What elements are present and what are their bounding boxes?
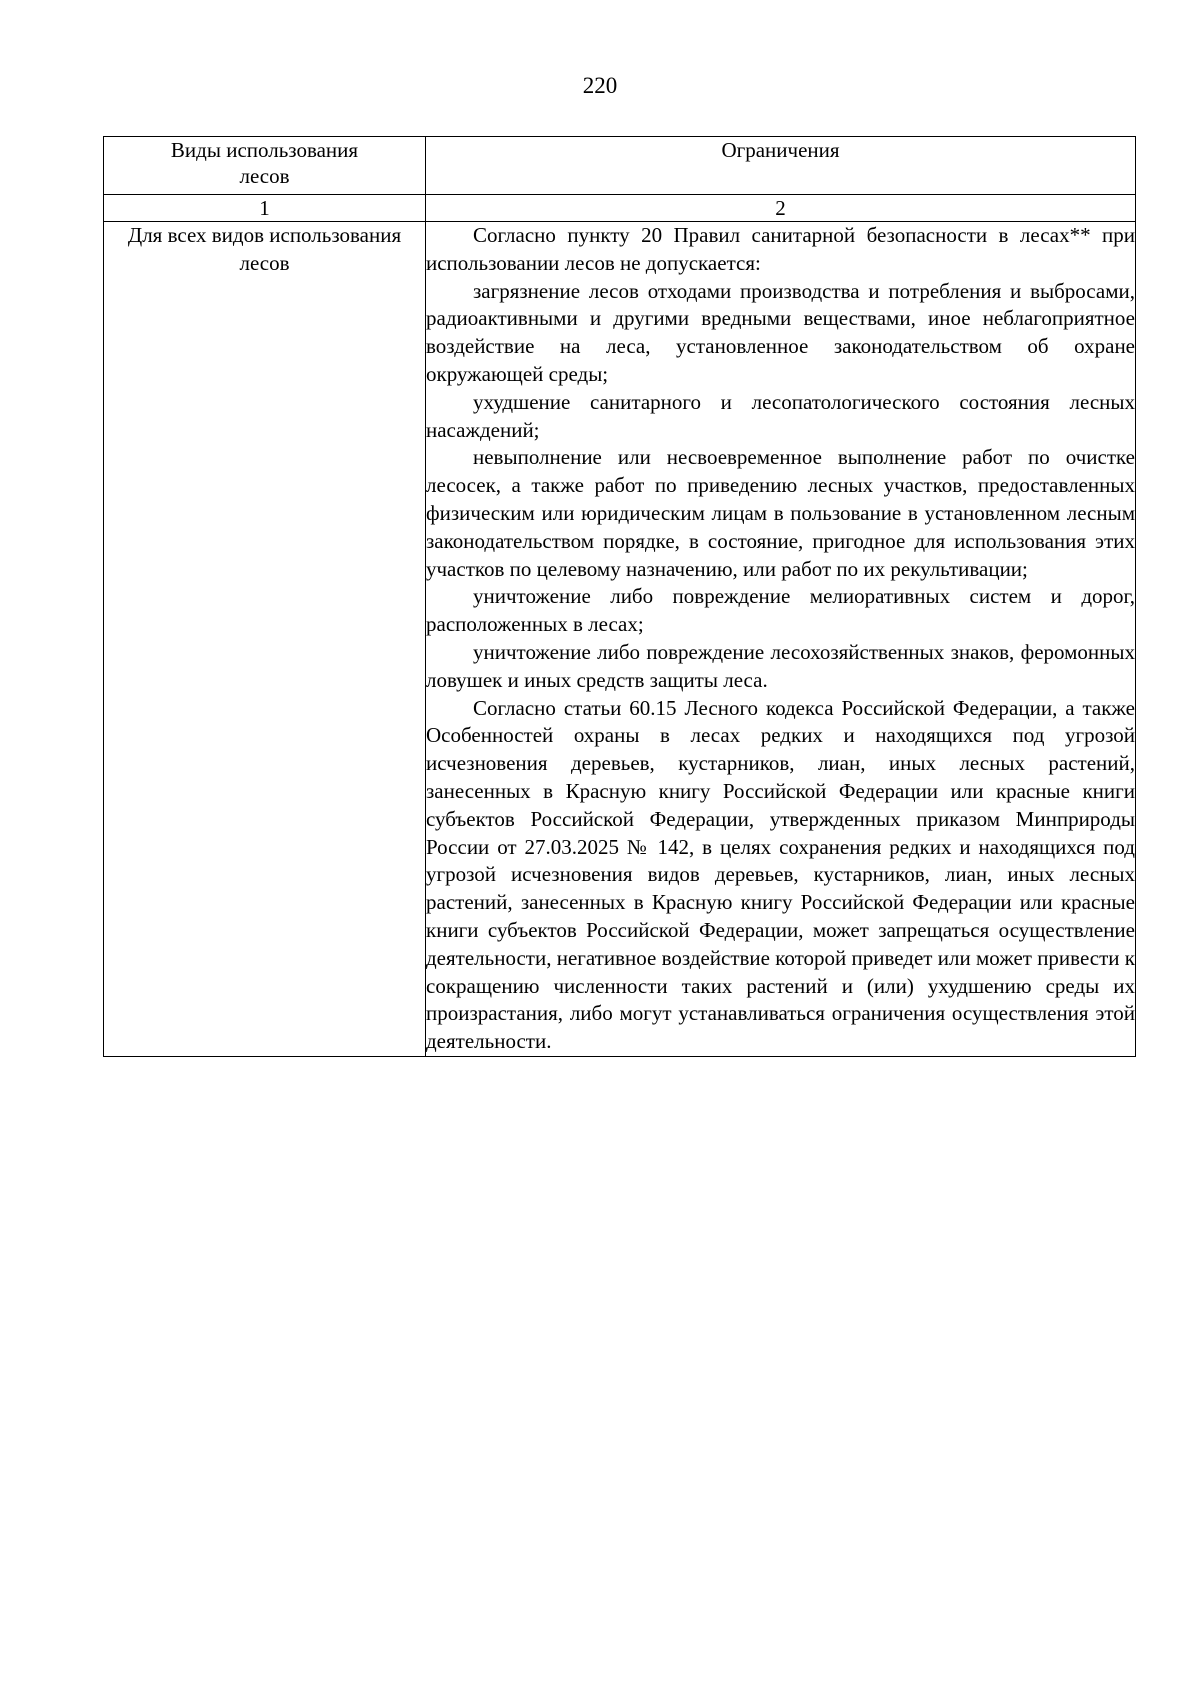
restriction-paragraph: загрязнение лесов отходами производства и потребления и выбросами, радиоактивными и другими вредными веществами, иное неблагоприятное воздействие на леса, установленное законодательством об охране окружающей среды; — [426, 278, 1135, 386]
column-number-1: 1 — [104, 195, 426, 222]
restriction-paragraph: Согласно статьи 60.15 Лесного кодекса Российской Федерации, а также Особенностей охраны в лесах редких и находящихся под угрозой исчезновения деревьев, кустарников, лиан, иных лесных растений, занесенных в Красную книгу Российской Федерации или красные книги субъектов Российской Федерации, утвержденных приказом Минприроды России от 27.03.2025 № 142, в целях сохранения редких и находящихся под угрозой исчезновения видов деревьев, кустарников, лиан, иных лесных растений, занесенных в Красную книгу Российской Федерации или красные книги субъектов Российской Федерации, может запрещаться осуществление деятельности, негативное воздействие которой приведет или может привести к сокращению численности таких растений и (или) ухудшению среды их произрастания, либо могут устанавливаться ограничения осуществления этой деятельности. — [426, 695, 1135, 1054]
header-use-types — [104, 137, 426, 195]
header-use-types-label: Виды использования лесов — [170, 138, 359, 188]
restriction-paragraph: Согласно пункту 20 Правил санитарной безопасности в лесах** при использовании лесов не допускается: — [426, 223, 1135, 275]
restrictions-cell — [426, 222, 1136, 1057]
restriction-paragraph: уничтожение либо повреждение мелиоративных систем и дорог, расположенных в лесах; — [426, 584, 1135, 637]
header-restrictions-label: Ограничения — [721, 138, 840, 162]
restrictions-table — [103, 136, 1136, 1057]
column-number-row — [104, 195, 1136, 222]
restriction-paragraph: уничтожение либо повреждение лесохозяйственных знаков, феромонных ловушек и иных средств защиты леса. — [426, 639, 1135, 692]
table-header-row — [104, 137, 1136, 195]
column-number-2: 2 — [426, 195, 1136, 222]
use-type-text: Для всех видов использования лесов — [127, 223, 402, 275]
table-row — [104, 222, 1136, 1057]
restriction-paragraph: невыполнение или несвоевременное выполнение работ по очистке лесосек, а также работ по приведению лесных участков, предоставленных физическим или юридическим лицам в пользование в установленном лесным законодательством порядке, в состояние, пригодное для использования этих участков по целевому назначению, или работ по их рекультивации; — [426, 445, 1135, 581]
header-restrictions — [426, 137, 1136, 195]
restriction-paragraph: ухудшение санитарного и лесопатологического состояния лесных насаждений; — [426, 389, 1135, 442]
page-number: 220 — [582, 73, 618, 98]
use-type-cell — [104, 222, 426, 1057]
